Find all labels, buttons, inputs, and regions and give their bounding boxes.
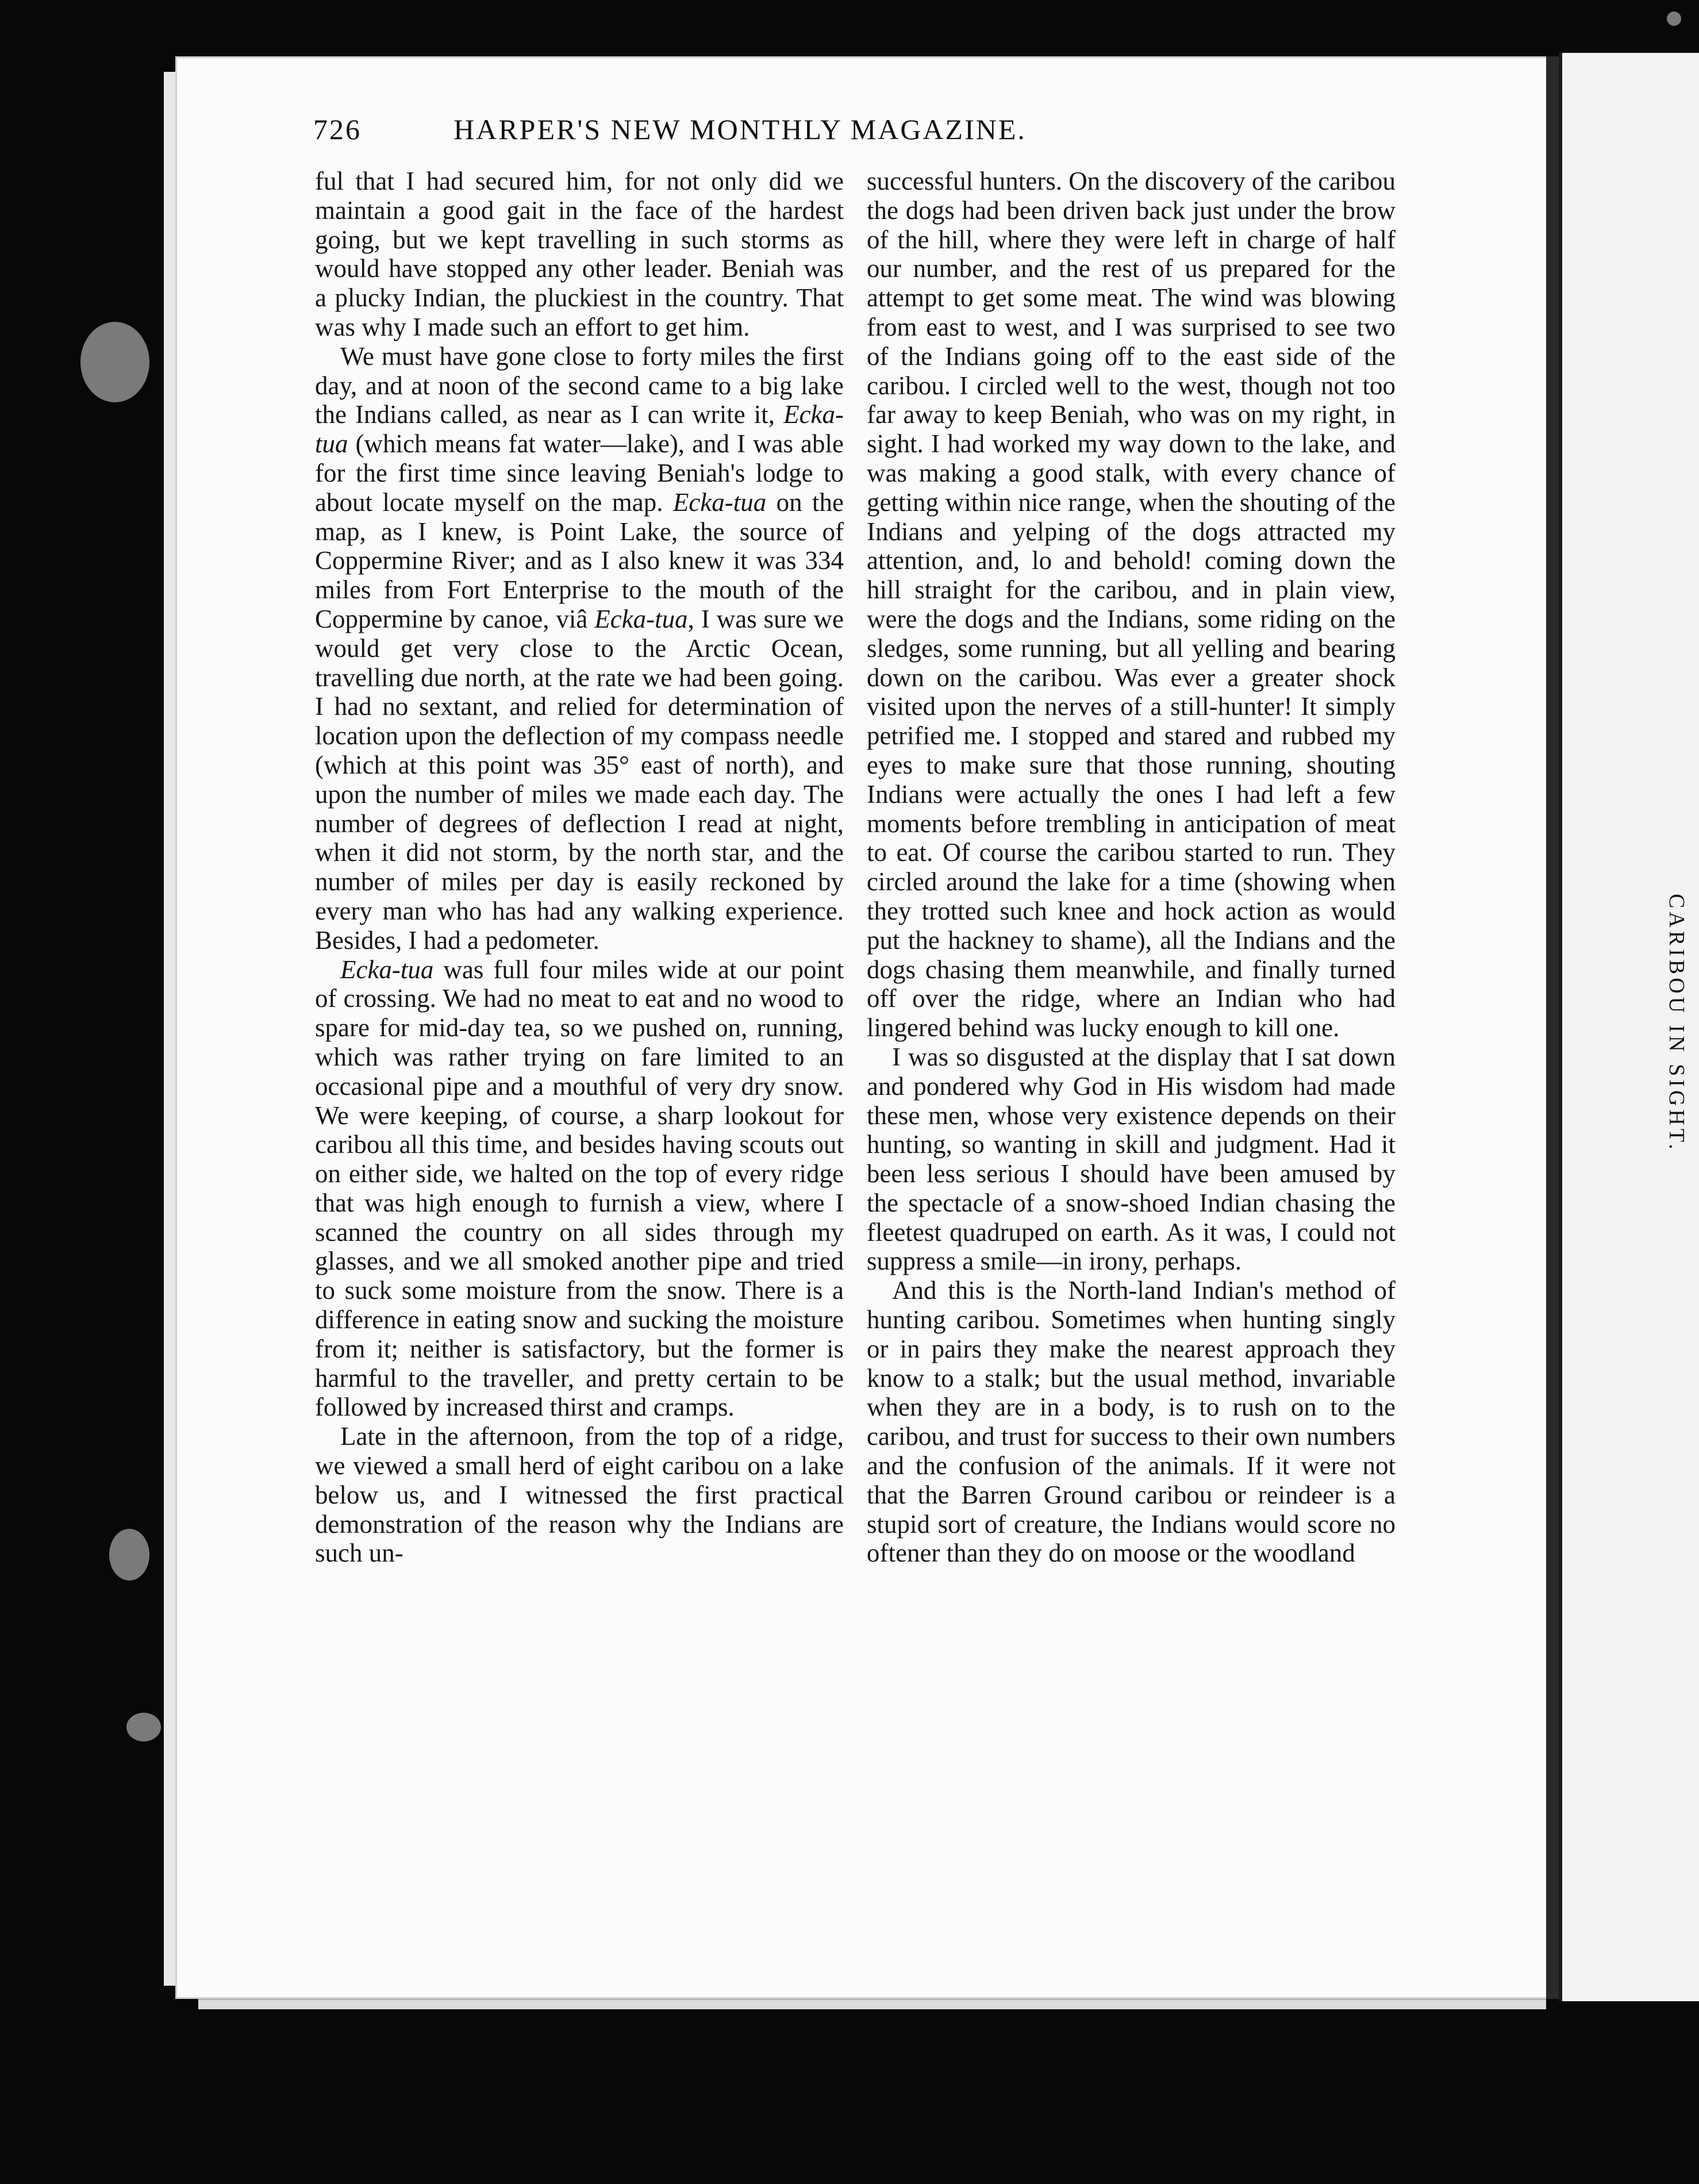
paragraph: Late in the afternoon, from the top of a ridge, we viewed a small herd of eight caribou on a lake below us, and I witnessed the first practical demonstration of the reason why the Indians are such un- [315,1422,844,1568]
page-number: 726 [313,113,362,145]
paragraph: ful that I had secured him, for not only did we maintain a good gait in the face of the hardest going, but we kept travelling in such storms as would have stopped any other leader. Beniah was a plucky Indian, the pluckiest in the country. That was why I made such an effort to get him. [315,167,844,341]
gutter-shadow [1546,56,1559,1999]
paragraph: successful hunters. On the discovery of the caribou the dogs had been driven back just under the brow of the hill, where they were left in charge of half our number, and the rest of us prepared for the attempt to get some meat. The wind was blowing from east to west, and I was surprised to see two of the Indians going off to the east side of the caribou. I circled well to the west, though not too far away to keep Beniah, who was on my right, in sight. I had worked my way down to the lake, and was making a good stalk, with every chance of getting within nice range, when the shouting of the Indians and yelping of the dogs attracted my attention, and, lo and behold! coming down the hill straight for the caribou, and in plain view, were the dogs and the Indians, some riding on the sledges, some running, but all yelling and bearing down on the caribou. Was ever a greater shock visited upon the nerves of a still-hunter! It simply petrified me. I stopped and stared and rubbed my eyes to make sure that those running, shouting Indians were actually the ones I had left a few moments before trembling in anticipation of meat to eat. Of course the caribou started to run. They circled around the lake for a time (showing when they trotted such knee and hock action as would put the hackney to shame), all the Indians and the dogs chasing them meanwhile, and finally turned off over the ridge, where an Indian who had lingered behind was lucky enough to kill one. [867,167,1396,1043]
paragraph: And this is the North-land Indian's method of hunting caribou. Sometimes when hunting singly or in pairs they make the nearest approach they know to a stalk; but the usual method, invariable when they are in a body, is to rush on to the caribou, and trust for success to their own numbers and the confusion of the animals. If it were not that the Barren Ground caribou or reindeer is a stupid sort of creature, the Indians would score no oftener than they do on moose or the woodland [867,1276,1396,1568]
side-running-head: CARIBOU IN SIGHT. [1665,894,1689,1153]
right-column [867,167,1396,1568]
running-head: HARPER'S NEW MONTHLY MAGAZINE. [453,113,1027,145]
page-header [313,113,1167,153]
left-column [315,167,844,1568]
scan-artifact [126,1713,161,1741]
page-bottom-edge [198,1999,1546,2009]
scan-artifact [1667,11,1681,26]
paragraph: We must have gone close to forty miles the first day, and at noon of the second came to a big lake the Indians called, as near as I can write it, Ecka-tua (which means fat water—lake), and I was able for the first time since leaving Beniah's lodge to about locate myself on the map. Ecka-tua on the map, as I knew, is Point Lake, the source of Coppermine River; and as I also knew it was 334 miles from Fort Enterprise to the mouth of the Coppermine by canoe, viâ Ecka-tua, I was sure we would get very close to the Arctic Ocean, travelling due north, at the rate we had been going. I had no sextant, and relied for determination of location upon the deflection of my compass needle (which at this point was 35° east of north), and upon the number of miles we made each day. The number of degrees of deflection I read at night, when it did not storm, by the north star, and the number of miles per day is easily reckoned by every man who has had any walking experience. Besides, I had a pedometer. [315,341,844,955]
scan-artifact [80,322,149,402]
paragraph: Ecka-tua was full four miles wide at our point of crossing. We had no meat to eat and no wood to spare for mid-day tea, so we pushed on, running, which was rather trying on fare limited to an occasional pipe and a mouthful of very dry snow. We were keeping, of course, a sharp lookout for caribou all this time, and besides having scouts out on either side, we halted on the top of every ridge that was high enough to furnish a view, where I scanned the country on all sides through my glasses, and we all smoked another pipe and tried to suck some moisture from the snow. There is a difference in eating snow and sucking the moisture from it; neither is satisfactory, but the former is harmful to the traveller, and pretty certain to be followed by increased thirst and cramps. [315,955,844,1422]
scan-artifact [109,1529,149,1581]
paragraph: I was so disgusted at the display that I sat down and pondered why God in His wisdom had made these men, whose very existence depends on their hunting, so wanting in skill and judgment. Had it been less serious I should have been amused by the spectacle of a snow-shoed Indian chasing the fleetest quadruped on earth. As it was, I could not suppress a smile—in irony, perhaps. [867,1042,1396,1276]
